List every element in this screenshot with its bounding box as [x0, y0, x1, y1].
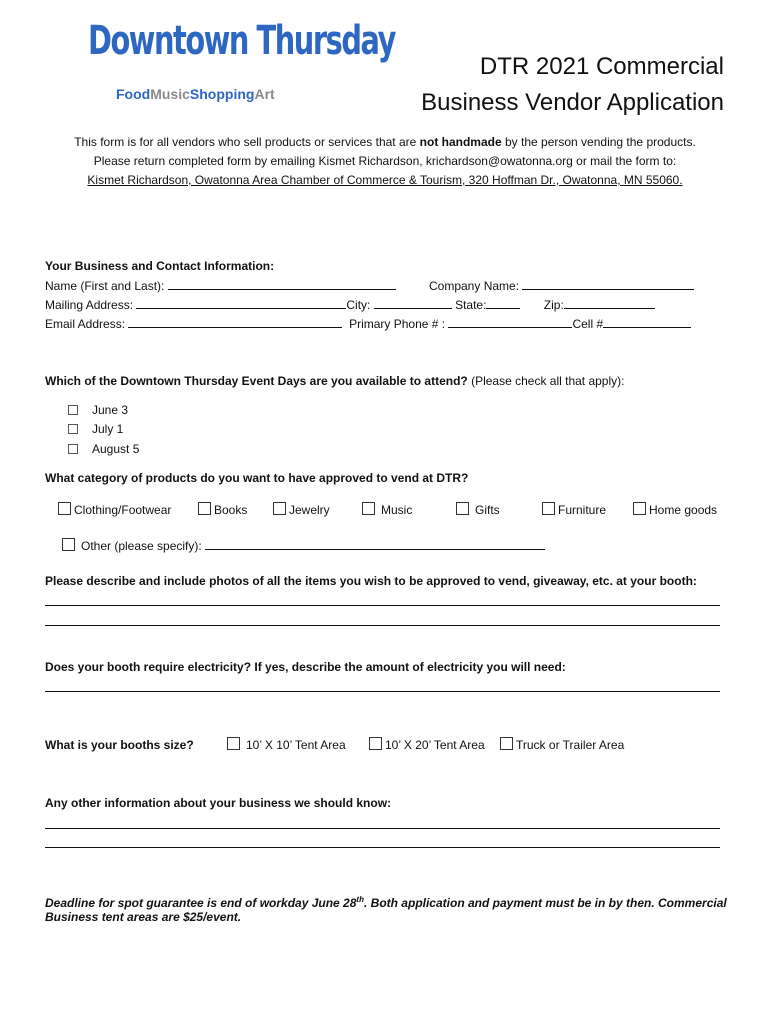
checkbox-icon[interactable]	[542, 502, 555, 515]
intro-not-handmade: not handmade	[419, 135, 502, 149]
intro-line-2: Please return completed form by emailing Kismet Richardson, krichardson@owatonna.org or mail the form to:	[93, 154, 677, 168]
phone-field[interactable]	[448, 316, 572, 328]
mailing-row	[45, 297, 655, 313]
category-label: Books	[214, 503, 248, 517]
logo-tagline-food: Food	[116, 86, 151, 102]
electricity-line[interactable]	[45, 691, 720, 692]
company-field[interactable]	[522, 278, 694, 290]
category-question: What category of products do you want to have approved to vend at DTR?	[45, 471, 469, 485]
deadline-line-1	[45, 892, 727, 911]
city-field[interactable]	[374, 297, 452, 309]
describe-line[interactable]	[45, 605, 720, 606]
event-day-label: August 5	[92, 442, 140, 456]
category-option[interactable]	[542, 502, 606, 518]
category-label: Jewelry	[289, 503, 330, 517]
category-option[interactable]	[273, 502, 330, 518]
checkbox-icon[interactable]	[362, 502, 375, 515]
other-category-field[interactable]	[205, 538, 545, 550]
mailing-field[interactable]	[136, 297, 346, 309]
intro-line-1-end: by the person vending the products.	[501, 135, 696, 149]
checkbox-icon[interactable]	[633, 502, 646, 515]
describe-question: Please describe and include photos of all the items you wish to be approved to vend, giveaway, etc. at your booth:	[45, 574, 697, 588]
event-days-question	[45, 374, 624, 389]
deadline-text-end: . Both application and payment must be in by then. Commercial	[363, 896, 727, 910]
checkbox-icon[interactable]	[58, 502, 71, 515]
describe-line[interactable]	[45, 625, 720, 626]
city-label: City:	[346, 298, 371, 312]
checkbox-icon[interactable]	[500, 737, 513, 750]
event-day-label: July 1	[92, 422, 124, 436]
category-label: Music	[381, 503, 413, 517]
category-label: Home goods	[649, 503, 718, 517]
category-option[interactable]	[58, 502, 171, 518]
logo-tagline-art: Art	[254, 86, 275, 102]
booth-option[interactable]	[227, 737, 346, 753]
checkbox-icon[interactable]	[68, 444, 78, 454]
intro-line-1	[0, 135, 770, 150]
other-category-row	[62, 538, 545, 554]
deadline-text-start: Deadline for spot guarantee is end of workday June 28	[45, 896, 357, 910]
category-label: Furniture	[558, 503, 607, 517]
other-info-question: Any other information about your business we should know:	[45, 796, 392, 810]
deadline-line-2: Business tent areas are $25/event.	[45, 910, 242, 924]
state-field[interactable]	[486, 297, 520, 309]
cell-field[interactable]	[603, 316, 691, 328]
name-label: Name (First and Last):	[45, 279, 165, 293]
email-row	[45, 316, 691, 332]
category-option[interactable]	[362, 502, 412, 518]
intro-mailing-address: Kismet Richardson, Owatonna Area Chamber of Commerce & Tourism, 320 Hoffman Dr., Owatonna, MN 55060.	[87, 173, 683, 187]
email-label: Email Address:	[45, 317, 126, 331]
checkbox-icon[interactable]	[369, 737, 382, 750]
title-line-2: Business Vendor Application	[421, 89, 724, 116]
checkbox-icon[interactable]	[62, 538, 75, 551]
logo-title: Downtown Thursday	[88, 18, 395, 64]
other-category-label: Other (please specify):	[81, 539, 202, 553]
intro-line-1-start: This form is for all vendors who sell products or services that are	[74, 135, 420, 149]
booth-option[interactable]	[500, 737, 624, 753]
logo-tagline-music: Music	[150, 86, 190, 102]
category-option[interactable]	[633, 502, 717, 518]
booth-size-question: What is your booths size?	[45, 738, 194, 752]
event-days-question-text: Which of the Downtown Thursday Event Days are you available to attend?	[45, 374, 468, 388]
booth-option-label: 10’ X 10’ Tent Area	[246, 738, 346, 752]
email-field[interactable]	[128, 316, 342, 328]
booth-option-label: Truck or Trailer Area	[516, 738, 625, 752]
logo-tagline-shopping: Shopping	[189, 86, 255, 102]
cell-label: Cell #	[572, 317, 604, 331]
checkbox-icon[interactable]	[273, 502, 286, 515]
event-day-option[interactable]	[68, 403, 128, 418]
name-field[interactable]	[168, 278, 396, 290]
zip-field[interactable]	[564, 297, 655, 309]
logo-tagline	[116, 86, 275, 102]
booth-option-label: 10’ X 20’ Tent Area	[385, 738, 485, 752]
category-label: Clothing/Footwear	[74, 503, 172, 517]
name-row	[45, 278, 396, 294]
electricity-question: Does your booth require electricity? If yes, describe the amount of electricity you will need:	[45, 660, 566, 674]
checkbox-icon[interactable]	[68, 405, 78, 415]
category-option[interactable]	[198, 502, 247, 518]
checkbox-icon[interactable]	[68, 424, 78, 434]
phone-label: Primary Phone # :	[349, 317, 446, 331]
contact-heading: Your Business and Contact Information:	[45, 259, 275, 273]
zip-label: Zip:	[543, 298, 564, 312]
deadline-superscript: th	[356, 895, 364, 904]
category-label: Gifts	[475, 503, 500, 517]
event-day-option[interactable]	[68, 422, 123, 437]
checkbox-icon[interactable]	[456, 502, 469, 515]
other-info-line[interactable]	[45, 847, 720, 848]
checkbox-icon[interactable]	[198, 502, 211, 515]
title-line-1: DTR 2021 Commercial	[479, 53, 724, 80]
category-option[interactable]	[456, 502, 500, 518]
state-label: State:	[455, 298, 487, 312]
company-row	[429, 278, 694, 294]
other-info-line[interactable]	[45, 828, 720, 829]
company-label: Company Name:	[429, 279, 520, 293]
event-day-label: June 3	[92, 403, 129, 417]
booth-option[interactable]	[369, 737, 485, 753]
event-days-note: (Please check all that apply):	[467, 374, 625, 388]
event-day-option[interactable]	[68, 442, 139, 457]
mailing-label: Mailing Address:	[45, 298, 134, 312]
checkbox-icon[interactable]	[227, 737, 240, 750]
